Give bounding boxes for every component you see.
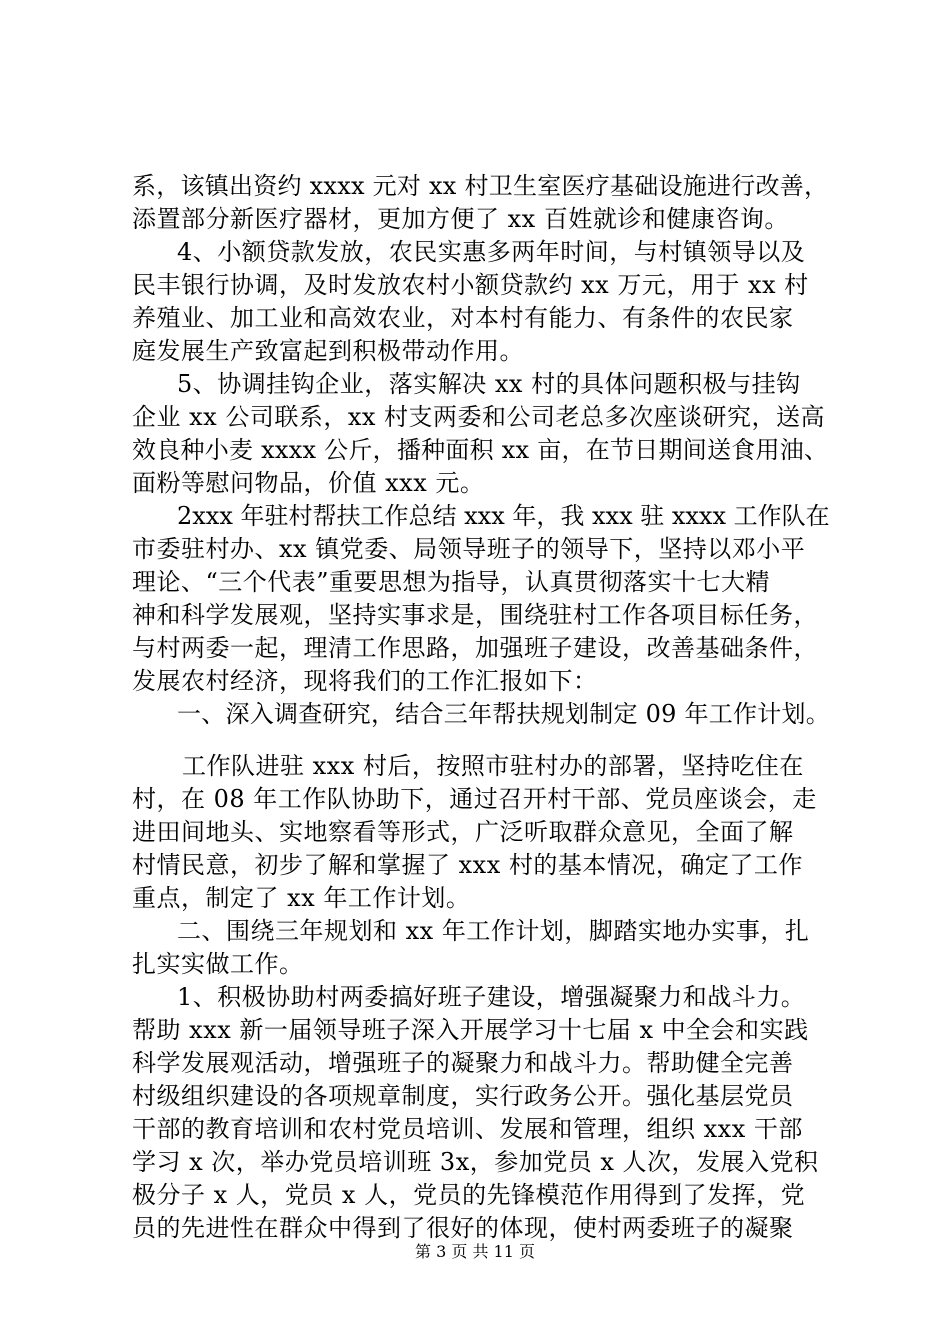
text-line: 面粉等慰问物品，价值 xxx 元。 [132,469,485,497]
text-line: 进田间地头、实地察看等形式，广泛听取群众意见，全面了解 [132,818,794,846]
text-line: 扎实实做工作。 [132,950,304,978]
text-line: 与村两委一起，理清工作思路，加强班子建设，改善基础条件， [132,634,818,662]
text-line: 企业 xx 公司联系，xx 村支两委和公司老总多次座谈研究，送高 [132,403,826,431]
text-line: 二、围绕三年规划和 xx 年工作计划，脚踏实地办实事，扎 [177,917,810,945]
text-line: 民丰银行协调，及时发放农村小额贷款约 xx 万元，用于 xx 村 [132,271,809,299]
page-footer [0,1241,950,1263]
text-line: 一、深入调查研究，结合三年帮扶规划制定 09 年工作计划。 [177,700,831,728]
text-line: 理论、“三个代表”重要思想为指导，认真贯彻落实十七大精 [132,568,771,596]
text-line: 极分子 x 人，党员 x 人，党员的先锋模范作用得到了发挥，党 [132,1181,806,1209]
text-line: 发展农村经济，现将我们的工作汇报如下： [132,667,598,695]
text-line: 员的先进性在群众中得到了很好的体现，使村两委班子的凝聚 [132,1214,794,1242]
text-line: 庭发展生产致富起到积极带动作用。 [132,337,524,365]
text-line: 学习 x 次，举办党员培训班 3x，参加党员 x 人次，发展入党积 [132,1148,819,1176]
text-line: 2xxx 年驻村帮扶工作总结 xxx 年，我 xxx 驻 xxxx 工作队在 [177,502,830,530]
text-line: 效良种小麦 xxxx 公斤，播种面积 xx 亩，在节日期间送食用油、 [132,436,829,464]
text-line: 村级组织建设的各项规章制度，实行政务公开。强化基层党员 [132,1082,794,1110]
text-line: 4、小额贷款发放，农民实惠多两年时间，与村镇领导以及 [177,238,806,266]
text-line: 5、协调挂钩企业，落实解决 xx 村的具体问题积极与挂钩 [177,370,801,398]
page-number: 第 3 页 共 11 页 [415,1242,535,1261]
text-line: 重点，制定了 xx 年工作计划。 [132,884,471,912]
text-line: 1、积极协助村两委搞好班子建设，增强凝聚力和战斗力。 [177,983,806,1011]
text-line: 村，在 08 年工作队协助下，通过召开村干部、党员座谈会，走 [132,785,817,813]
text-line: 工作队进驻 xxx 村后，按照市驻村办的部署，坚持吃住在 [182,752,804,780]
text-line: 帮助 xxx 新一届领导班子深入开展学习十七届 x 中全会和实践 [132,1016,809,1044]
text-line: 科学发展观活动，增强班子的凝聚力和战斗力。帮助健全完善 [132,1049,794,1077]
text-line: 干部的教育培训和农村党员培训、发展和管理，组织 xxx 干部 [132,1115,803,1143]
text-line: 市委驻村办、xx 镇党委、局领导班子的领导下，坚持以邓小平 [132,535,806,563]
text-line: 系，该镇出资约 xxxx 元对 xx 村卫生室医疗基础设施进行改善， [132,172,829,200]
text-line: 村情民意，初步了解和掌握了 xxx 村的基本情况，确定了工作 [132,851,803,879]
text-line: 添置部分新医疗器材，更加方便了 xx 百姓就诊和健康咨询。 [132,205,789,233]
text-line: 养殖业、加工业和高效农业，对本村有能力、有条件的农民家 [132,304,794,332]
text-line: 神和科学发展观，坚持实事求是，围绕驻村工作各项目标任务， [132,601,818,629]
